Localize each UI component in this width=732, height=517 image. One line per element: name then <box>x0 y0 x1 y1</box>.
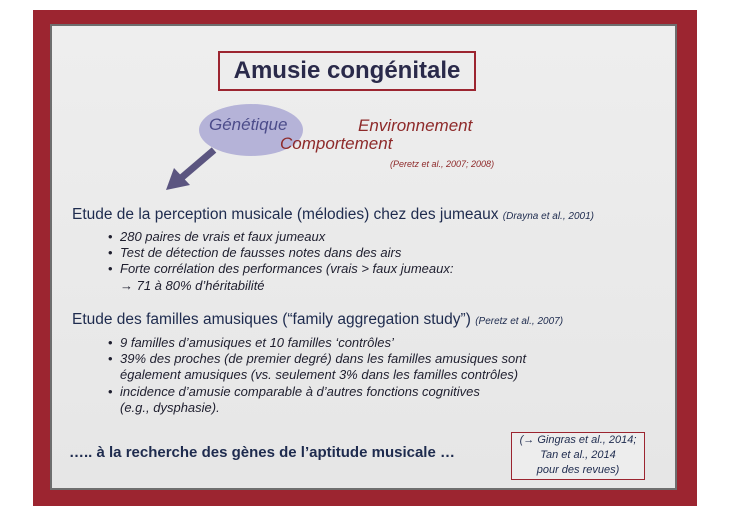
section2-heading-text: Etude des familles amusiques (“family aggregation study”) <box>72 311 471 328</box>
list-item: • 280 paires de vrais et faux jumeaux <box>108 229 326 244</box>
reference-line: pour des revues) <box>536 464 620 476</box>
slide-title: Amusie congénitale <box>233 57 461 84</box>
list-item: • 39% des proches (de premier degré) dans les familles amusiques sont <box>108 351 527 367</box>
keyword-comportement: Comportement <box>280 134 393 153</box>
section1-citation: (Drayna et al., 2001) <box>502 211 594 222</box>
section1-heading <box>72 206 594 224</box>
reference-line: (→ Gingras et al., 2014; <box>519 434 637 446</box>
section1-bullets <box>108 229 453 294</box>
reference-box <box>511 432 645 480</box>
top-citation: (Peretz et al., 2007; 2008) <box>390 159 495 169</box>
list-item: • Forte corrélation des performances (vrais > faux jumeaux: <box>108 261 454 277</box>
list-item-continuation: (e.g., dysphasie). <box>120 399 220 415</box>
list-item: • Test de détection de fausses notes dans des airs <box>108 245 402 261</box>
section2-heading <box>72 311 563 329</box>
section2-bullets <box>108 335 526 416</box>
section1-heading-text: Etude de la perception musicale (mélodies) chez des jumeaux <box>72 206 499 223</box>
reference-line: Tan et al., 2014 <box>540 449 616 461</box>
list-item: • 9 familles d’amusiques et 10 familles ‘contrôles’ <box>108 335 394 350</box>
section2-citation: (Peretz et al., 2007) <box>475 316 564 327</box>
list-item: • incidence d’amusie comparable à d’autres fonctions cognitives <box>108 383 480 399</box>
list-item-continuation: également amusiques (vs. seulement 3% dans les familles contrôles) <box>120 367 519 383</box>
title-box <box>218 51 476 91</box>
keyword-environnement: Environnement <box>358 116 473 135</box>
slide <box>50 24 677 490</box>
keyword-genetique: Génétique <box>209 115 288 134</box>
conclusion-text: ….. à la recherche des gènes de l’aptitude musicale … <box>69 444 455 461</box>
list-item-continuation: → 71 à 80% d’héritabilité <box>120 277 265 293</box>
arrow-down-left-icon <box>162 146 222 194</box>
